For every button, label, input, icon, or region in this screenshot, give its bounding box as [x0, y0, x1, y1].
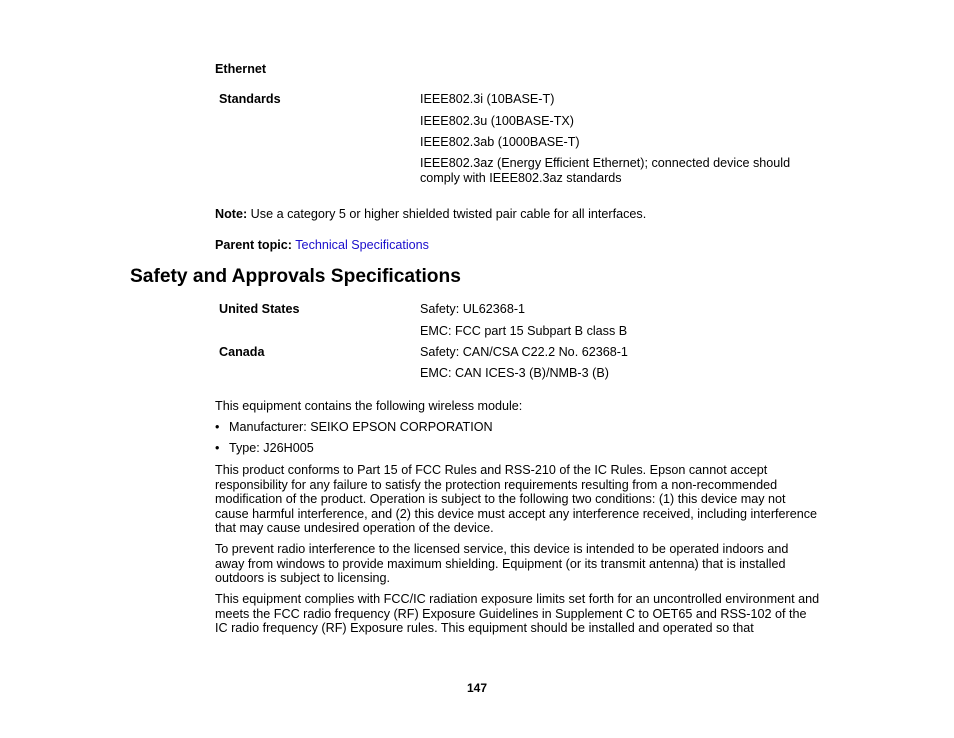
standard-value: IEEE802.3ab (1000BASE-T) — [420, 135, 580, 149]
wireless-intro: This equipment contains the following wireless module: — [215, 399, 523, 413]
approval-value: EMC: CAN ICES-3 (B)/NMB-3 (B) — [420, 366, 609, 380]
standard-value: IEEE802.3i (10BASE-T) — [420, 92, 555, 106]
parent-topic — [215, 238, 429, 253]
approval-value: Safety: UL62368-1 — [420, 302, 526, 316]
country-label-canada: Canada — [219, 345, 265, 359]
ethernet-heading: Ethernet — [215, 62, 267, 76]
parent-topic-link[interactable]: Technical Specifications — [295, 238, 429, 252]
note-text: Use a category 5 or higher shielded twisted pair cable for all interfaces. — [247, 207, 647, 221]
list-item-text: Manufacturer: SEIKO EPSON CORPORATION — [229, 420, 493, 434]
note — [215, 207, 646, 222]
bullet-glyph: • — [215, 420, 220, 434]
standard-value: IEEE802.3u (100BASE-TX) — [420, 114, 575, 128]
approval-value: EMC: FCC part 15 Subpart B class B — [420, 324, 628, 338]
list-item — [215, 441, 314, 456]
radio-interference-paragraph: To prevent radio interference to the licensed service, this device is intended to be operated indoors and away from windows to provide maximum shielding. Equipment (or its transmit antenna) that is installed outdoors is subject to licensing. — [215, 542, 789, 585]
parent-topic-label: Parent topic: — [215, 238, 292, 252]
country-label-united-states: United States — [219, 302, 300, 316]
list-item-text: Type: J26H005 — [229, 441, 314, 455]
fcc-rules-paragraph: This product conforms to Part 15 of FCC Rules and RSS-210 of the IC Rules. Epson cannot accept responsibility for any failure to satisfy the protection requirements resulting from a non-recommended modification of the product. Operation is subject to the following two conditions: (1) this device may not cause harmful interference, and (2) this device must accept any interference received, including interference that may cause undesired operation of the device. — [215, 463, 818, 535]
section-title: Safety and Approvals Specifications — [130, 266, 461, 287]
standards-label: Standards — [219, 92, 281, 106]
rf-exposure-paragraph: This equipment complies with FCC/IC radiation exposure limits set forth for an uncontrolled environment and meets the FCC radio frequency (RF) Exposure Guidelines in Supplement C to OET65 and RSS-102 of the IC radio frequency (RF) Exposure rules. This equipment should be installed and operated so that — [215, 592, 820, 635]
approval-value: Safety: CAN/CSA C22.2 No. 62368-1 — [420, 345, 628, 359]
note-label: Note: — [215, 207, 248, 221]
bullet-glyph: • — [215, 441, 220, 455]
page-number: 147 — [466, 681, 488, 695]
list-item — [215, 420, 493, 435]
standard-value: IEEE802.3az (Energy Efficient Ethernet); connected device should comply with IEEE802.3az standards — [420, 156, 791, 185]
